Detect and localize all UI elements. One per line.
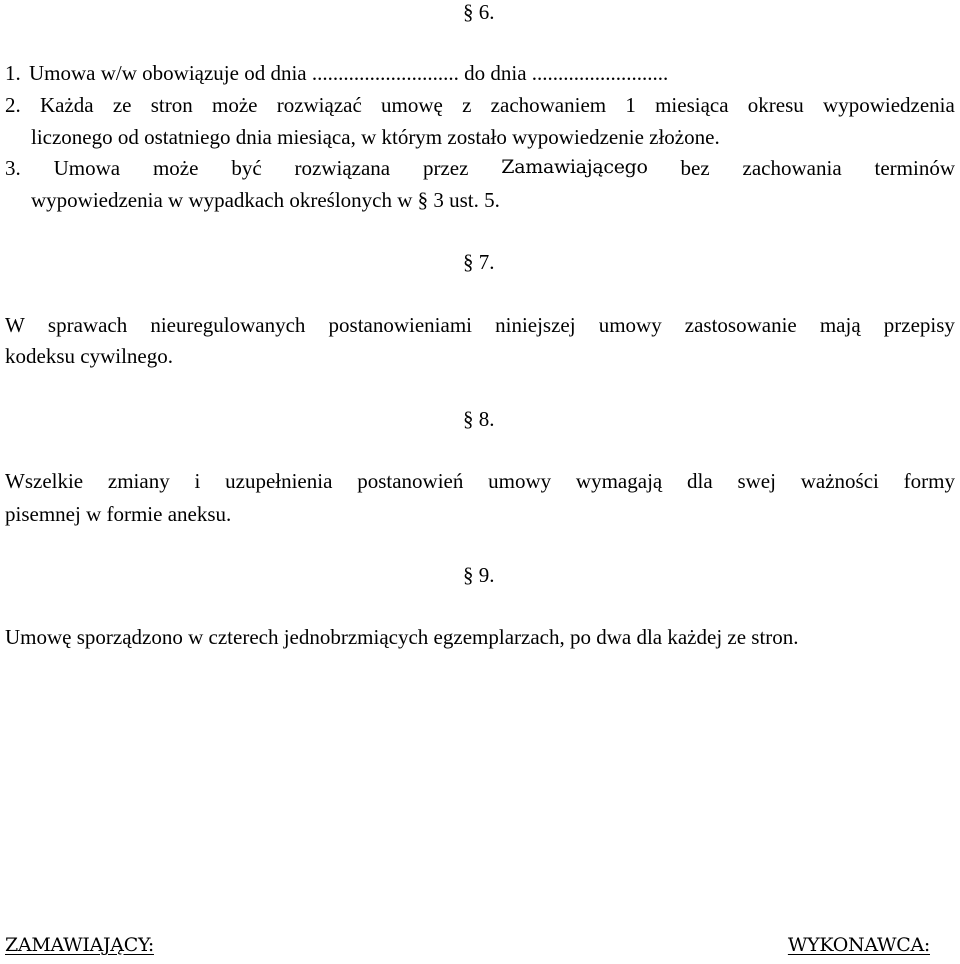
word: postanowieniami (328, 313, 473, 337)
section-8-heading: § 8. (463, 407, 495, 431)
word: 1 (625, 93, 636, 117)
signature-wykonawca: WYKONAWCA: (787, 934, 930, 956)
s8-line-1 (5, 471, 955, 492)
word: 2. (5, 93, 21, 117)
word: umowy (598, 313, 662, 337)
word: formy (903, 469, 955, 493)
word: Wszelkie (5, 469, 84, 493)
word: rozwiązać (276, 93, 362, 117)
word: zastosowanie (684, 313, 797, 337)
s7-line-2: kodeksu cywilnego. (5, 344, 173, 368)
word: okresu (747, 93, 804, 117)
word: może (211, 93, 258, 117)
word: i (194, 469, 201, 493)
word: niniejszej (495, 313, 576, 337)
word: ze (112, 93, 132, 117)
word: ważności (800, 469, 879, 493)
word: Umowa (53, 156, 121, 180)
word: postanowień (357, 469, 464, 493)
word: Każda (39, 93, 94, 117)
word: nieuregulowanych (150, 313, 306, 337)
word: stron (150, 93, 193, 117)
word: przepisy (883, 313, 955, 337)
signature-zamawiajacy: ZAMAWIAJĄCY: (5, 934, 154, 956)
word: terminów (874, 156, 955, 180)
s8-line-2: pisemnej w formie aneksu. (5, 502, 232, 526)
word: bez (680, 156, 710, 180)
word: 3. (5, 156, 21, 180)
word: miesiąca (655, 93, 729, 117)
word: rozwiązana (294, 156, 391, 180)
word: zachowaniem (490, 93, 607, 117)
word: zachowania (742, 156, 842, 180)
word: sprawach (47, 313, 128, 337)
word: z (462, 93, 472, 117)
s6-paragraph-1 (5, 63, 668, 84)
s6-p1-number: 1. (5, 61, 21, 85)
s6-p1-text: Umowa w/w obowiązuje od dnia ............................ do dnia .......................... (29, 61, 669, 85)
word: być (231, 156, 262, 180)
s6-p3-line-1 (5, 158, 955, 179)
word: wypowiedzenia (823, 93, 955, 117)
section-9-heading: § 9. (463, 563, 495, 587)
word: przez (422, 156, 469, 180)
word: mają (819, 313, 861, 337)
section-6-heading: § 6. (463, 0, 495, 24)
word: W (5, 313, 25, 337)
s6-p3-line-2: wypowiedzenia w wypadkach określonych w § 3 ust. 5. (31, 188, 500, 212)
word: uzupełnienia (225, 469, 333, 493)
emphasized-party-name: Zamawiającego (501, 156, 648, 178)
s6-p2-line-2: liczonego od ostatniego dnia miesiąca, w którym zostało wypowiedzenie złożone. (31, 125, 720, 149)
section-7-heading: § 7. (463, 250, 495, 274)
word: swej (737, 469, 776, 493)
word: wymagają (575, 469, 663, 493)
s6-p2-line-1 (5, 95, 955, 116)
s9-text: Umowę sporządzono w czterech jednobrzmiących egzemplarzach, po dwa dla każdej ze stron. (5, 625, 799, 649)
word: zmiany (107, 469, 170, 493)
word: umowę (381, 93, 443, 117)
s7-line-1 (5, 315, 955, 336)
word: umowy (488, 469, 552, 493)
word: może (152, 156, 199, 180)
word: dla (687, 469, 713, 493)
